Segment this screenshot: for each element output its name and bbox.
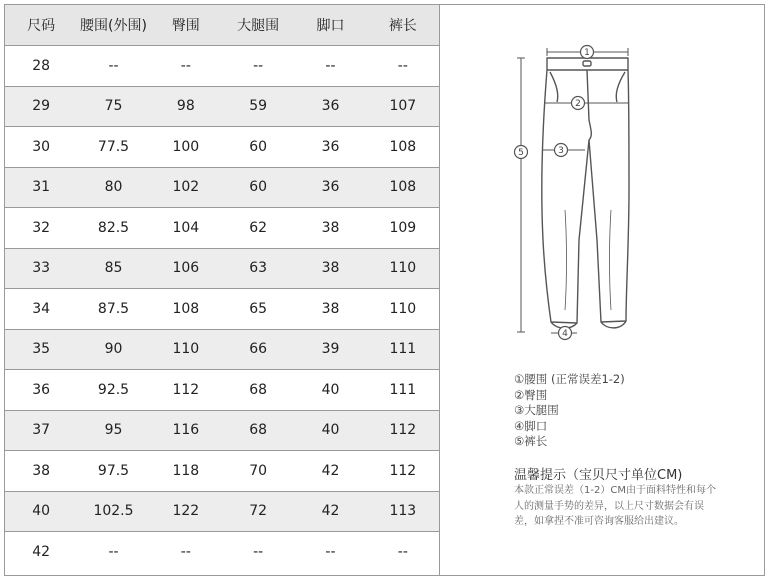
marker-1 — [581, 46, 594, 59]
marker-2-label: 2 — [575, 99, 581, 109]
marker-3-label: 3 — [558, 146, 564, 156]
table-row — [5, 46, 439, 87]
pants-measurement-diagram — [505, 40, 635, 345]
table-cell: 32 — [5, 208, 77, 249]
table-cell: 40 — [5, 491, 77, 532]
table-cell: 60 — [222, 127, 294, 168]
table-cell: 28 — [5, 46, 77, 87]
table-cell: 68 — [222, 410, 294, 451]
table-cell: 36 — [294, 127, 366, 168]
table-cell: 106 — [150, 248, 222, 289]
table-cell: 108 — [150, 289, 222, 330]
table-cell: 118 — [150, 451, 222, 492]
table-cell: 77.5 — [77, 127, 149, 168]
table-cell: 108 — [367, 167, 439, 208]
table-cell: 110 — [367, 248, 439, 289]
table-cell: 95 — [77, 410, 149, 451]
column-header: 裤长 — [367, 5, 439, 46]
table-cell: 38 — [294, 289, 366, 330]
size-chart-table — [5, 5, 439, 572]
table-cell: 97.5 — [77, 451, 149, 492]
marker-3 — [555, 144, 568, 157]
table-cell: 102.5 — [77, 491, 149, 532]
table-cell: 33 — [5, 248, 77, 289]
table-cell: 39 — [294, 329, 366, 370]
table-cell: 108 — [367, 127, 439, 168]
table-cell: -- — [294, 46, 366, 87]
marker-5 — [515, 146, 528, 159]
table-cell: 70 — [222, 451, 294, 492]
table-cell: 36 — [5, 370, 77, 411]
table-cell: 109 — [367, 208, 439, 249]
table-cell: 112 — [367, 451, 439, 492]
table-cell: 38 — [294, 208, 366, 249]
table-cell: -- — [325, 543, 336, 560]
table-cell: -- — [222, 46, 294, 87]
table-cell: 37 — [5, 410, 77, 451]
table-cell: 111 — [367, 329, 439, 370]
table-cell: 66 — [222, 329, 294, 370]
table-row — [5, 410, 439, 451]
table-cell: 75 — [77, 86, 149, 127]
table-row — [5, 491, 439, 532]
marker-5-label: 5 — [518, 148, 524, 158]
table-cell: 90 — [77, 329, 149, 370]
marker-4-label: 4 — [562, 329, 568, 339]
table-row — [5, 289, 439, 330]
table-cell: 85 — [77, 248, 149, 289]
table-cell: -- — [150, 46, 222, 87]
panel-divider — [439, 4, 440, 576]
table-cell: 80 — [77, 167, 149, 208]
table-row — [5, 451, 439, 492]
marker-4 — [559, 327, 572, 340]
column-header: 大腿围 — [222, 5, 294, 46]
table-cell: 110 — [150, 329, 222, 370]
table-cell: 102 — [150, 167, 222, 208]
table-row — [5, 208, 439, 249]
column-header: 脚口 — [294, 5, 366, 46]
table-cell: 38 — [294, 248, 366, 289]
legend-item-leg-opening: ④脚口 — [514, 418, 548, 433]
table-cell: 82.5 — [77, 208, 149, 249]
table-row — [5, 329, 439, 370]
table-row — [5, 167, 439, 208]
marker-2 — [572, 97, 585, 110]
table-row — [5, 370, 439, 411]
table-cell: 87.5 — [77, 289, 149, 330]
table-cell: 29 — [5, 86, 77, 127]
column-header: 臀围 — [150, 5, 222, 46]
column-header: 腰围(外围) — [77, 5, 149, 46]
table-cell: 113 — [367, 491, 439, 532]
table-cell: -- — [253, 543, 264, 560]
table-cell: 36 — [294, 86, 366, 127]
table-cell: 104 — [150, 208, 222, 249]
legend-item-thigh: ③大腿围 — [514, 403, 559, 417]
tips-body: 本款正常误差（1-2）CM由于面料特性和每个人的测量手势的差异，以上尺寸数据会有误差，如拿捏不准可咨询客服给出建议。 — [514, 485, 716, 527]
table-cell: 98 — [150, 86, 222, 127]
table-row — [5, 248, 439, 289]
measurement-legend — [514, 372, 625, 450]
table-row — [5, 532, 439, 572]
table-cell: 72 — [222, 491, 294, 532]
table-cell: 40 — [294, 410, 366, 451]
table-cell: 42 — [294, 451, 366, 492]
table-cell: 35 — [5, 329, 77, 370]
table-cell: -- — [397, 543, 408, 560]
legend-item-hip: ②臀围 — [514, 387, 548, 402]
table-cell: 36 — [294, 167, 366, 208]
table-cell: 68 — [222, 370, 294, 411]
table-cell: 92.5 — [77, 370, 149, 411]
table-cell: 60 — [222, 167, 294, 208]
table-cell: 62 — [222, 208, 294, 249]
table-cell: 107 — [367, 86, 439, 127]
legend-item-waist: ①腰围 (正常误差1-2) — [514, 372, 625, 386]
table-row — [5, 127, 439, 168]
table-cell: -- — [367, 46, 439, 87]
table-cell: 100 — [150, 127, 222, 168]
table-cell: 30 — [5, 127, 77, 168]
table-cell: -- — [180, 543, 191, 560]
table-row — [5, 86, 439, 127]
marker-1-label: 1 — [584, 48, 590, 58]
table-cell: 112 — [367, 410, 439, 451]
table-cell: 111 — [367, 370, 439, 411]
table-cell: -- — [77, 46, 149, 87]
table-cell: 42 — [294, 491, 366, 532]
table-cell: 38 — [5, 451, 77, 492]
tips-title: 温馨提示（宝贝尺寸单位CM) — [514, 468, 683, 483]
table-cell: 122 — [150, 491, 222, 532]
table-cell: 116 — [150, 410, 222, 451]
table-cell: 63 — [222, 248, 294, 289]
table-body — [5, 46, 439, 572]
table-cell: 110 — [367, 289, 439, 330]
table-cell: 34 — [5, 289, 77, 330]
table-header-row — [5, 5, 439, 46]
table-cell: 65 — [222, 289, 294, 330]
table-cell: 42 — [32, 543, 51, 560]
table-cell: 112 — [150, 370, 222, 411]
table-cell: 31 — [5, 167, 77, 208]
table-cell: -- — [108, 543, 119, 560]
table-cell: 59 — [222, 86, 294, 127]
table-cell: 40 — [294, 370, 366, 411]
legend-item-length: ⑤裤长 — [514, 434, 548, 448]
column-header: 尺码 — [5, 5, 77, 46]
